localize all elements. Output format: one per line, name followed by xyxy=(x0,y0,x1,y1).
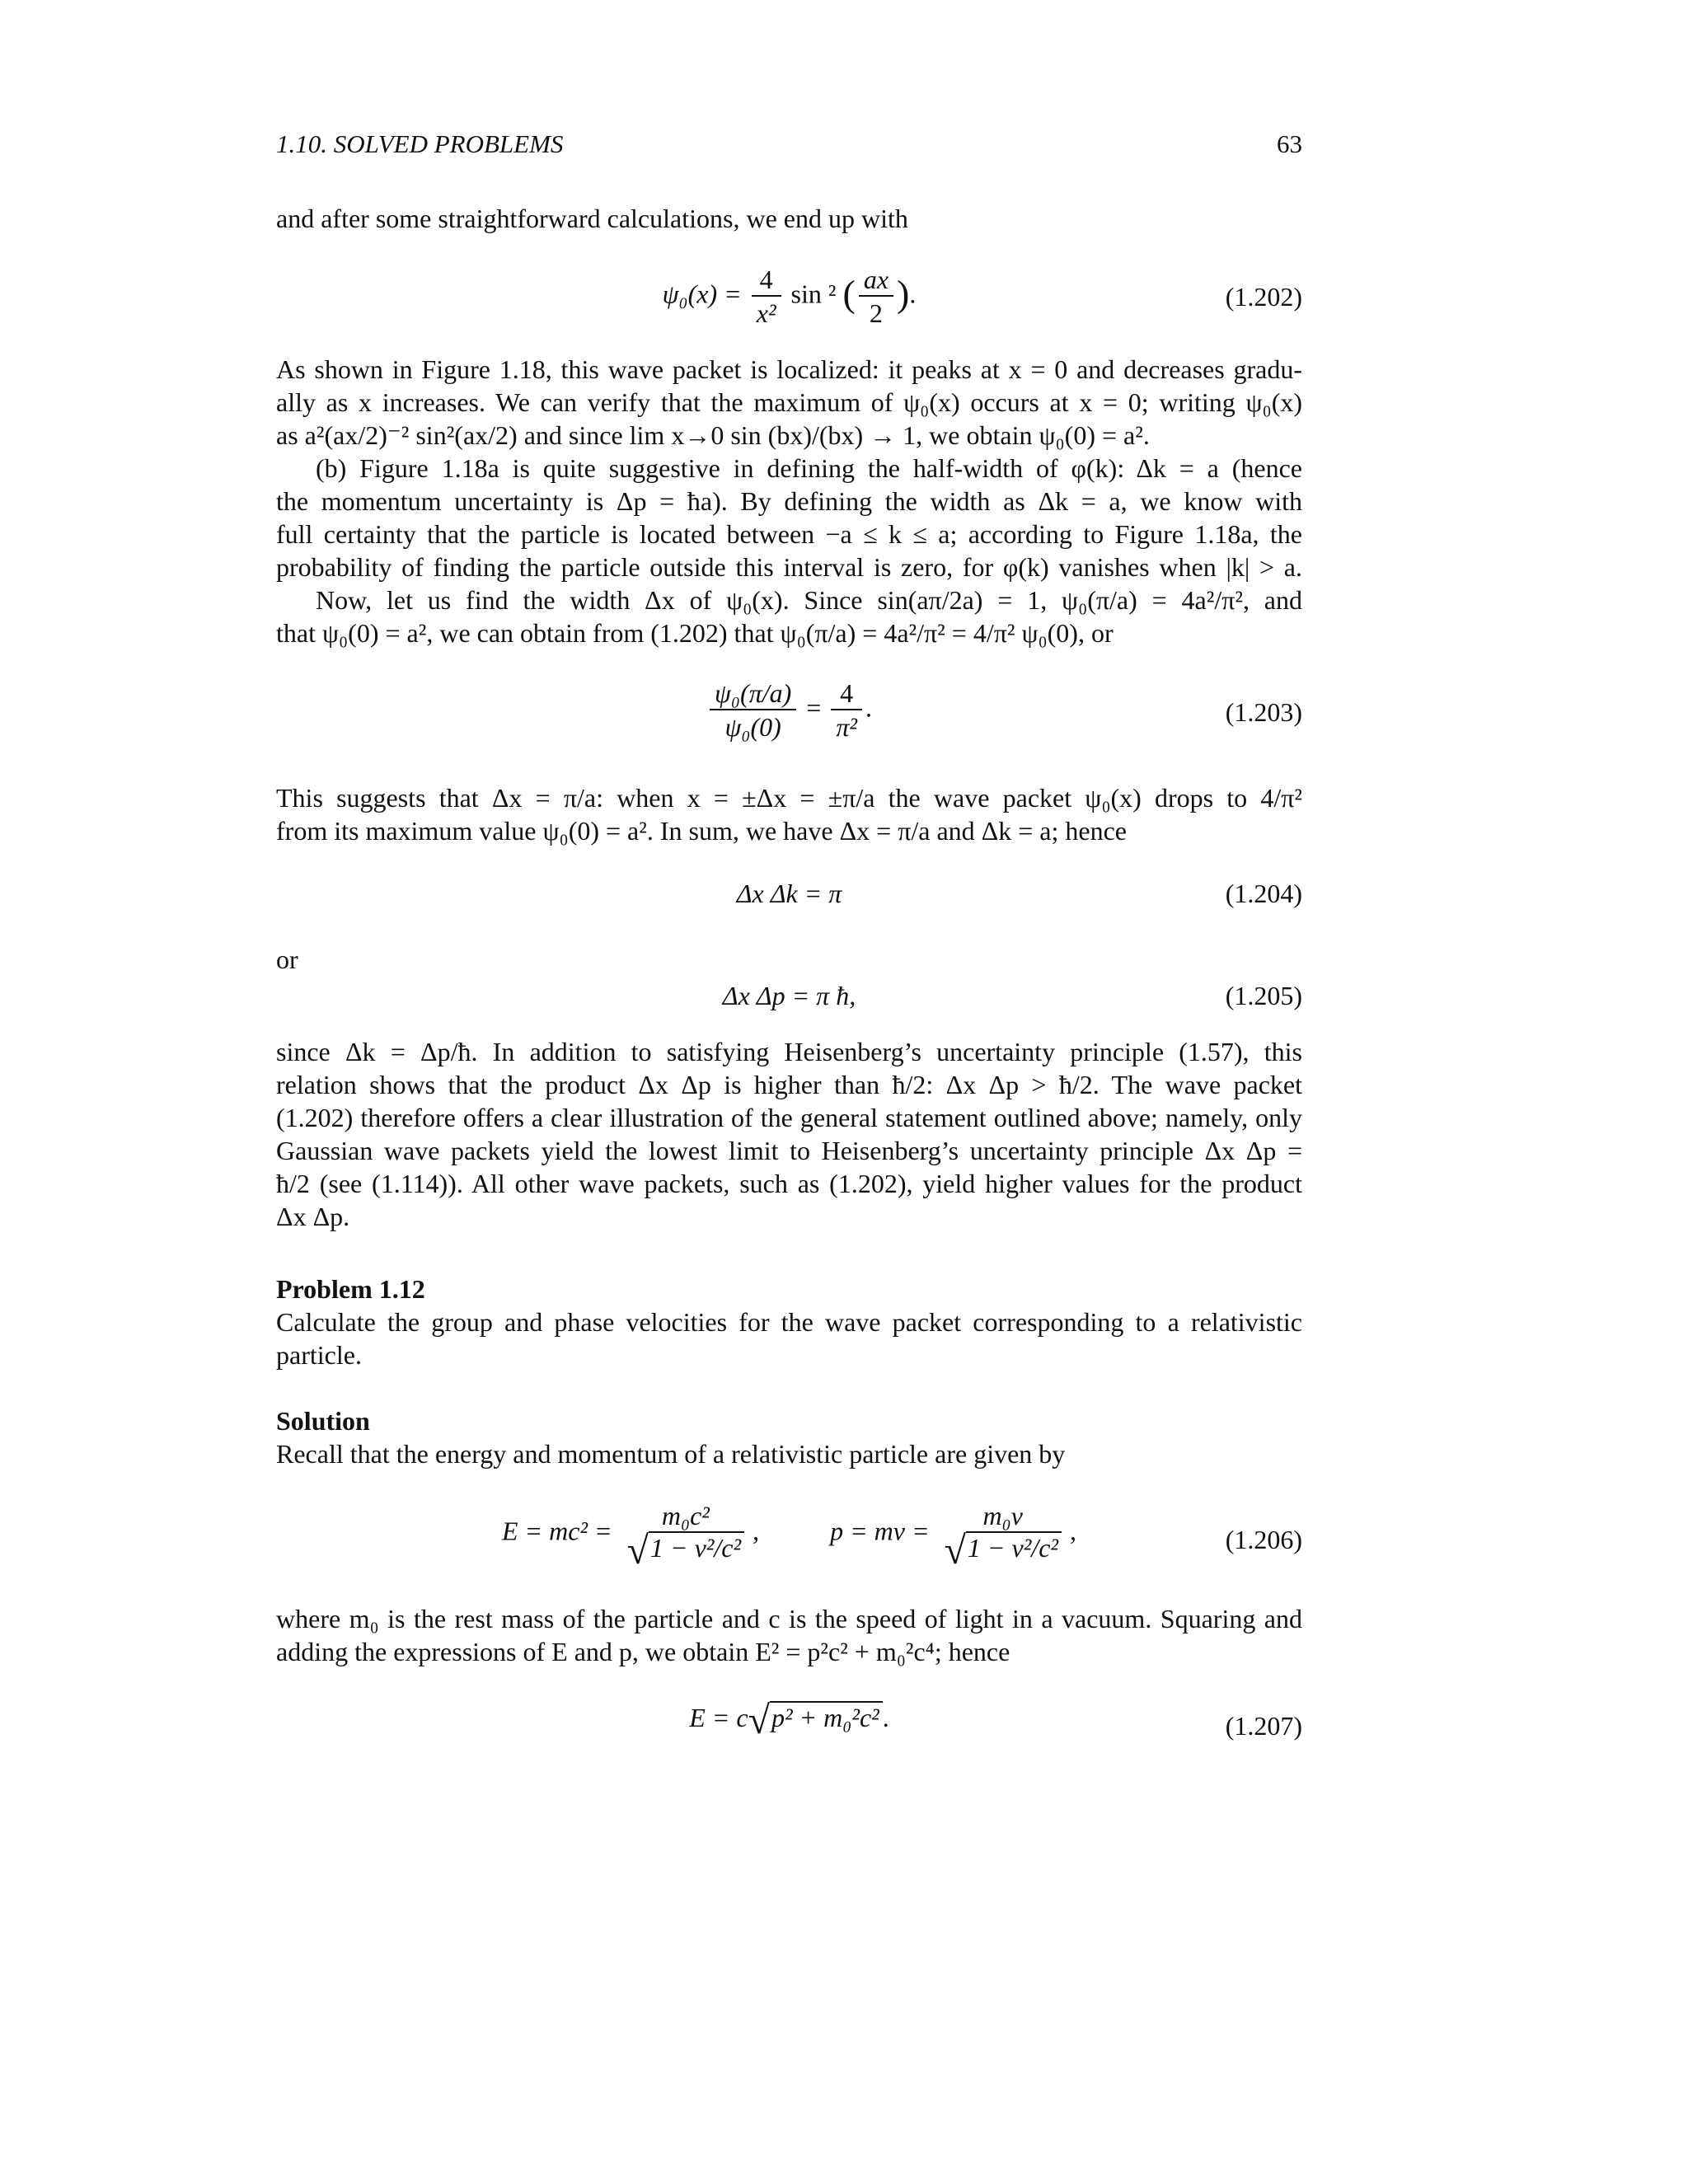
running-header: 1.10. SOLVED PROBLEMS xyxy=(276,129,564,158)
intro-line: and after some straightforward calculations, we end up with xyxy=(276,204,908,233)
equation-number: (1.206) xyxy=(1225,1525,1302,1554)
equation-1-203 xyxy=(276,677,1302,743)
paragraph-4: This suggests that Δx = π/a: when x = ±Δx = ±π/a the wave packet ψ₀(x) drops to 4/π² from its maximum value ψ₀(0) = a². In sum, we have Δx = π/a and Δk = a; hence xyxy=(276,783,1302,846)
equation-body: $\frac{\text{ψ₀(π/a)}}{\text{ψ₀(0)}}$ = $\frac{4}{\text{π²}}$ . xyxy=(276,677,1302,743)
problem-statement: Calculate the group and phase velocities for the wave packet corresponding to a relativistic particle. xyxy=(276,1307,1302,1370)
equation-number: (1.204) xyxy=(1225,879,1302,908)
paragraph-6: where m₀ is the rest mass of the particle and c is the speed of light in a vacuum. Squaring and adding the expressions of E and p, we obtain E² = p²c² + m₀²c⁴; hence xyxy=(276,1604,1302,1666)
equation-body: E = c√p² + m₀²c² . xyxy=(689,1699,889,1742)
equation-body: Δx Δk = π xyxy=(736,879,842,908)
equation-body: ψ₀(x) = $\frac{4}{\text{x²}}$ sin ² ( $\frac{ax}{2}$ ). xyxy=(662,265,917,328)
equation-1-204 xyxy=(276,877,1302,910)
equation-1-205 xyxy=(276,979,1302,1012)
equation-body: Δx Δp = π ħ, xyxy=(722,981,856,1010)
equation-1-202 xyxy=(276,264,1302,330)
page-number: 63 xyxy=(1277,129,1302,158)
equation-number: (1.202) xyxy=(1225,282,1302,312)
paragraph-5: since Δk = Δp/ħ. In addition to satisfying Heisenberg’s uncertainty principle (1.57), this relation shows that the product Δx Δp is higher than ħ/2: Δx Δp > ħ/2. The wave packet (1.202) therefore offers a clear illustration of the general statement outlined above; namely, only Gaussian wave packets yield the lowest limit to Heisenberg’s uncertainty principle Δx Δp = ħ/2 (see (1.114)). All other wave packets, such as (1.202), yield higher values for the product Δx Δp. xyxy=(276,1037,1302,1231)
equation-1-207 xyxy=(276,1701,1302,1750)
paragraph-1: As shown in Figure 1.18, this wave packet is localized: it peaks at x = 0 and decreases gradu- ally as x increases. We can verify that the maximum of ψ₀(x) occurs at x = 0; writing ψ₀(x) as a²(ax/2)⁻² sin²(ax/2) and since lim x→0 sin (bx)/(bx) → 1, we obtain ψ₀(0) = a². xyxy=(276,354,1302,450)
problem-heading: Problem 1.12 xyxy=(276,1274,425,1304)
equation-number: (1.207) xyxy=(1225,1711,1302,1741)
equation-number: (1.205) xyxy=(1225,981,1302,1010)
paragraph-2: (b) Figure 1.18a is quite suggestive in defining the half-width of φ(k): Δk = a (hence the momentum uncertainty is Δp = ħa). By defining the width as Δk = a, we know with full certainty that the particle is located between −a ≤ k ≤ a; according to Figure 1.18a, the probability of finding the particle outside this interval is zero, for φ(k) vanishes when |k| > a. xyxy=(276,453,1302,582)
connector-or: or xyxy=(276,944,298,974)
paragraph-3: Now, let us find the width Δx of ψ₀(x). Since sin(aπ/2a) = 1, ψ₀(π/a) = 4a²/π², and that ψ₀(0) = a², we can obtain from (1.202) that ψ₀(π/a) = 4a²/π² = 4/π² ψ₀(0), or xyxy=(276,585,1302,648)
solution-heading: Solution xyxy=(276,1406,370,1436)
fraction: $\frac{4}{\text{x²}}$ xyxy=(752,264,781,330)
solution-intro: Recall that the energy and momentum of a relativistic particle are given by xyxy=(276,1439,1066,1469)
equation-1-206 xyxy=(276,1500,1302,1579)
equation-body: E = mc² = m₀c² √1 − v²/c² , p = mv = m₀v √1 − v²/c² , xyxy=(502,1501,1076,1572)
equation-number: (1.203) xyxy=(1225,697,1302,727)
